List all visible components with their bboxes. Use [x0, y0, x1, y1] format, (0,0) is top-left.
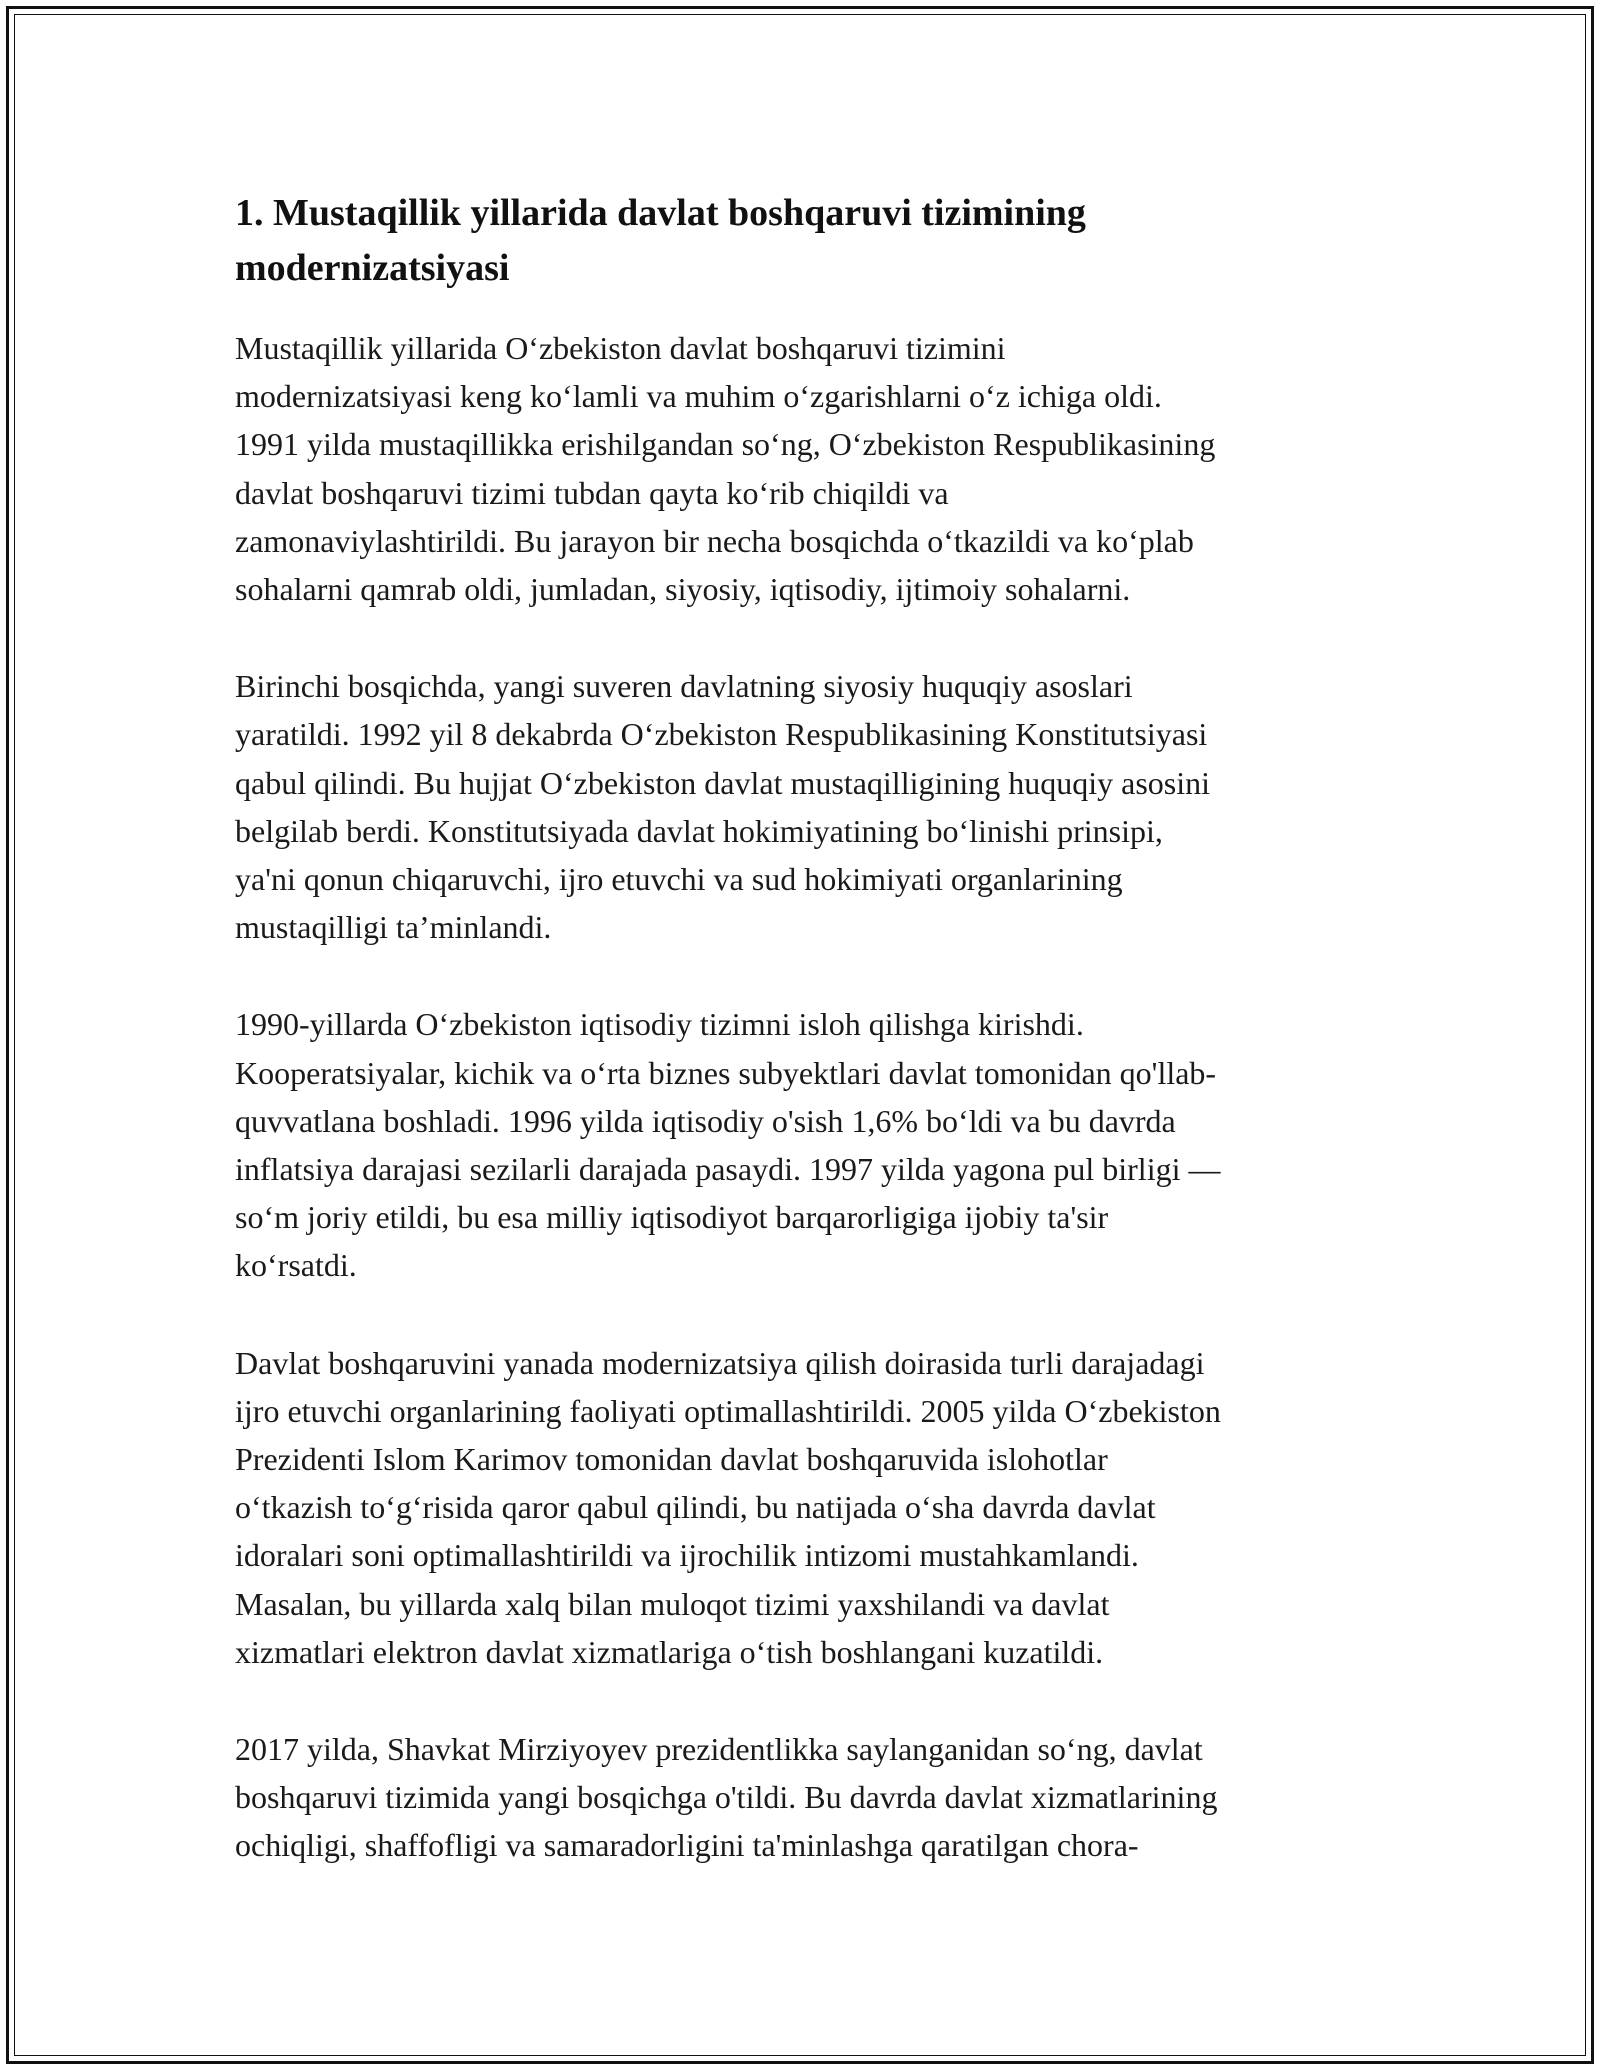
- text-line: Masalan, bu yillarda xalq bilan muloqot tizimi yaxshilandi va davlat: [235, 1585, 1110, 1622]
- text-line: xizmatlari elektron davlat xizmatlariga o‘tish boshlangani kuzatildi.: [235, 1633, 1104, 1670]
- text-line: Prezidenti Islom Karimov tomonidan davlat boshqaruvida islohotlar: [235, 1441, 1108, 1478]
- text-line: 2017 yilda, Shavkat Mirziyoyev prezidentlikka saylanganidan so‘ng, davlat: [235, 1731, 1203, 1768]
- text-line: belgilab berdi. Konstitutsiyada davlat hokimiyatining bo‘linishi prinsipi,: [235, 812, 1163, 849]
- text-line: idoralari soni optimallashtirildi va ijrochilik intizomi mustahkamlandi.: [235, 1537, 1139, 1574]
- paragraph-first-stage: [235, 662, 1375, 951]
- text-line: mustaqilligi ta’minlandi.: [235, 909, 552, 946]
- text-line: boshqaruvi tizimida yangi bosqichga o'tildi. Bu davrda davlat xizmatlarining: [235, 1779, 1218, 1816]
- paragraph-2017-stage: [235, 1725, 1375, 1870]
- section-title-line: modernizatsiyasi: [235, 247, 510, 289]
- paragraph-economic-reforms: [235, 1000, 1375, 1289]
- text-line: Birinchi bosqichda, yangi suveren davlatning siyosiy huquqiy asoslari: [235, 668, 1133, 705]
- text-line: davlat boshqaruvi tizimi tubdan qayta ko‘rib chiqildi va: [235, 474, 949, 511]
- text-line: ko‘rsatdi.: [235, 1247, 357, 1284]
- text-line: Kooperatsiyalar, kichik va o‘rta biznes subyektlari davlat tomonidan qo'llab-: [235, 1054, 1217, 1091]
- text-line: Mustaqillik yillarida O‘zbekiston davlat boshqaruvi tizimini: [235, 330, 1006, 366]
- text-line: sohalarni qamrab oldi, jumladan, siyosiy, iqtisodiy, ijtimoiy sohalarni.: [235, 571, 1131, 608]
- text-line: 1991 yilda mustaqillikka erishilgandan so‘ng, O‘zbekiston Respublikasining: [235, 426, 1216, 463]
- text-line: o‘tkazish to‘g‘risida qaror qabul qilindi, bu natijada o‘sha davrda davlat: [235, 1489, 1156, 1526]
- text-line: quvvatlana boshladi. 1996 yilda iqtisodiy o'sish 1,6% bo‘ldi va bu davrda: [235, 1102, 1176, 1139]
- text-line: 1990-yillarda O‘zbekiston iqtisodiy tizimni isloh qilishga kirishdi.: [235, 1006, 1084, 1043]
- section-title: [235, 186, 1375, 296]
- document-content: [235, 186, 1375, 1870]
- text-line: ya'ni qonun chiqaruvchi, ijro etuvchi va sud hokimiyati organlarining: [235, 861, 1123, 898]
- paragraph-administration-optimization: [235, 1339, 1375, 1676]
- section-title-line: 1. Mustaqillik yillarida davlat boshqaruvi tizimining: [235, 192, 1086, 234]
- text-line: ijro etuvchi organlarining faoliyati optimallashtirildi. 2005 yilda O‘zbekiston: [235, 1392, 1221, 1429]
- paragraph-independence-modernization: [235, 324, 1375, 613]
- text-line: Davlat boshqaruvini yanada modernizatsiya qilish doirasida turli darajadagi: [235, 1344, 1205, 1381]
- text-line: ochiqligi, shaffofligi va samaradorligini ta'minlashga qaratilgan chora-: [235, 1827, 1139, 1864]
- text-line: yaratildi. 1992 yil 8 dekabrda O‘zbekiston Respublikasining Konstitutsiyasi: [235, 716, 1208, 753]
- text-line: zamonaviylashtirildi. Bu jarayon bir necha bosqichda o‘tkazildi va ko‘plab: [235, 522, 1194, 559]
- text-line: so‘m joriy etildi, bu esa milliy iqtisodiyot barqarorligiga ijobiy ta'sir: [235, 1199, 1109, 1236]
- text-line: inflatsiya darajasi sezilarli darajada pasaydi. 1997 yilda yagona pul birligi —: [235, 1151, 1221, 1188]
- text-line: qabul qilindi. Bu hujjat O‘zbekiston davlat mustaqilligining huquqiy asosini: [235, 764, 1211, 801]
- text-line: modernizatsiyasi keng ko‘lamli va muhim o‘zgarishlarni o‘z ichiga oldi.: [235, 378, 1162, 415]
